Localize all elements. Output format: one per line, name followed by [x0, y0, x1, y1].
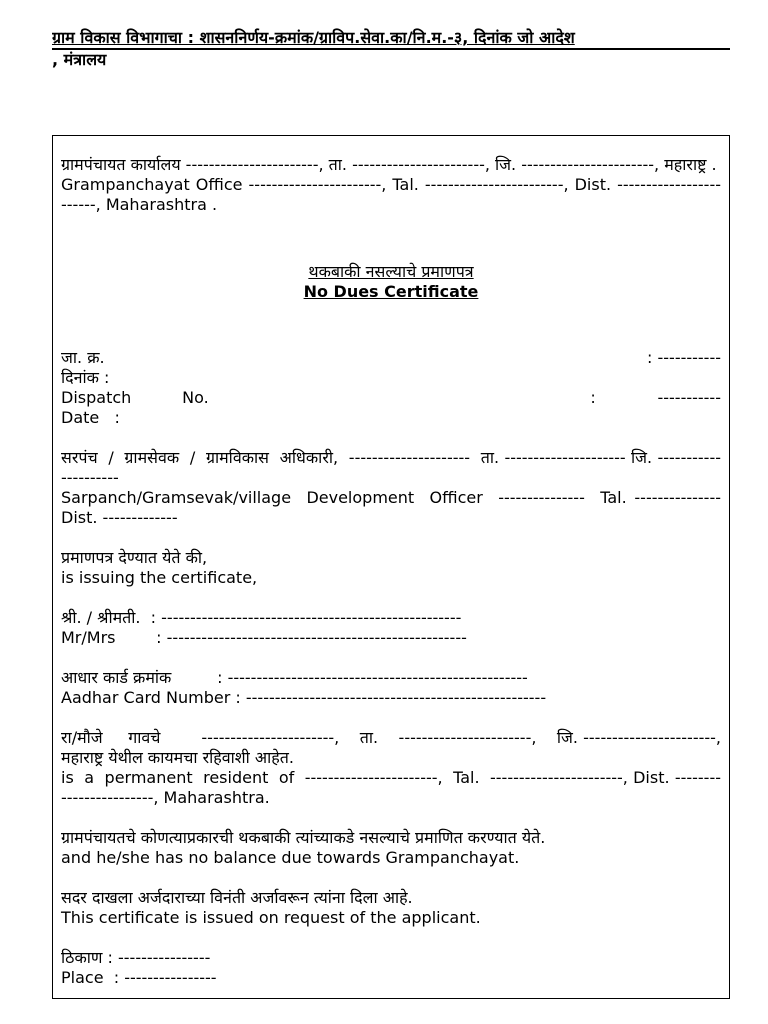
request-marathi: सदर दाखला अर्जदाराच्या विनंती अर्जावरून त्यांना दिला आहे. [61, 888, 413, 907]
header-line-1: ग्राम विकास विभागाचा : शासननिर्णय-क्रमांक/ग्राविप.सेवा.का/नि.म.-३, दिनांक जो आदेश [52, 28, 730, 50]
place-marathi: ठिकाण : ---------------- [61, 948, 211, 967]
document-header [52, 28, 730, 70]
resident-english: is a permanent resident of -----------------------, Tal. -----------------------, Dist. ------------------------, Maharashtra. [61, 768, 721, 807]
certificate-box [52, 135, 730, 999]
title-marathi: थकबाकी नसल्याचे प्रमाणपत्र [308, 262, 474, 281]
dispatch-label-english: Dispatch No. [61, 388, 209, 407]
dispatch-row-marathi [61, 348, 721, 368]
certificate-body [61, 155, 727, 988]
nodues-english: and he/she has no balance due towards Grampanchayat. [61, 848, 520, 867]
dispatch-value-english: ----------- [657, 388, 721, 407]
aadhar-marathi: आधार कार्ड क्रमांक : ---------------------------------------------------- [61, 668, 528, 687]
date-label-english: Date : [61, 408, 120, 427]
issuing-marathi: प्रमाणपत्र देण्यात येते की, [61, 548, 208, 567]
dispatch-label-marathi: जा. क्र. [61, 348, 105, 367]
name-marathi: श्री. / श्रीमती. : ---------------------------------------------------- [61, 608, 462, 627]
issuing-english: is issuing the certificate, [61, 568, 258, 587]
aadhar-english: Aadhar Card Number : ---------------------------------------------------- [61, 688, 547, 707]
place-english: Place : ---------------- [61, 968, 217, 987]
header-line-2: , मंत्रालय [52, 50, 107, 69]
sarpanch-marathi: सरपंच / ग्रामसेवक / ग्रामविकास अधिकारी, --------------------- ता. --------------------- जि. --------------------- [61, 448, 721, 487]
nodues-marathi: ग्रामपंचायतचे कोणत्याप्रकारची थकबाकी त्यांच्याकडे नसल्याचे प्रमाणित करण्यात येते. [61, 828, 546, 847]
request-english: This certificate is issued on request of the applicant. [61, 908, 481, 927]
dispatch-colon-english: : [590, 388, 596, 407]
sarpanch-english: Sarpanch/Gramsevak/village Development Officer --------------- Tal. --------------- Dist. ------------- [61, 488, 727, 527]
resident-marathi: रा/मौजे गावचे -----------------------, ता. -----------------------, जि. -----------------------, महाराष्ट्र येथील कायमचा रहिवाशी आहेत. [61, 728, 727, 767]
office-marathi: ग्रामपंचायत कार्यालय -----------------------, ता. -----------------------, जि. -----------------------, महाराष्ट्र . [61, 155, 717, 174]
office-english: Grampanchayat Office -----------------------, Tal. ------------------------, Dist. ------------------------, Maharashtra . [61, 175, 721, 214]
title-english: No Dues Certificate [303, 282, 479, 301]
dispatch-value-marathi: : ----------- [647, 348, 721, 367]
certificate-title [61, 262, 721, 302]
dispatch-row-english [61, 388, 721, 408]
date-label-marathi: दिनांक : [61, 368, 110, 387]
name-english: Mr/Mrs : ---------------------------------------------------- [61, 628, 467, 647]
